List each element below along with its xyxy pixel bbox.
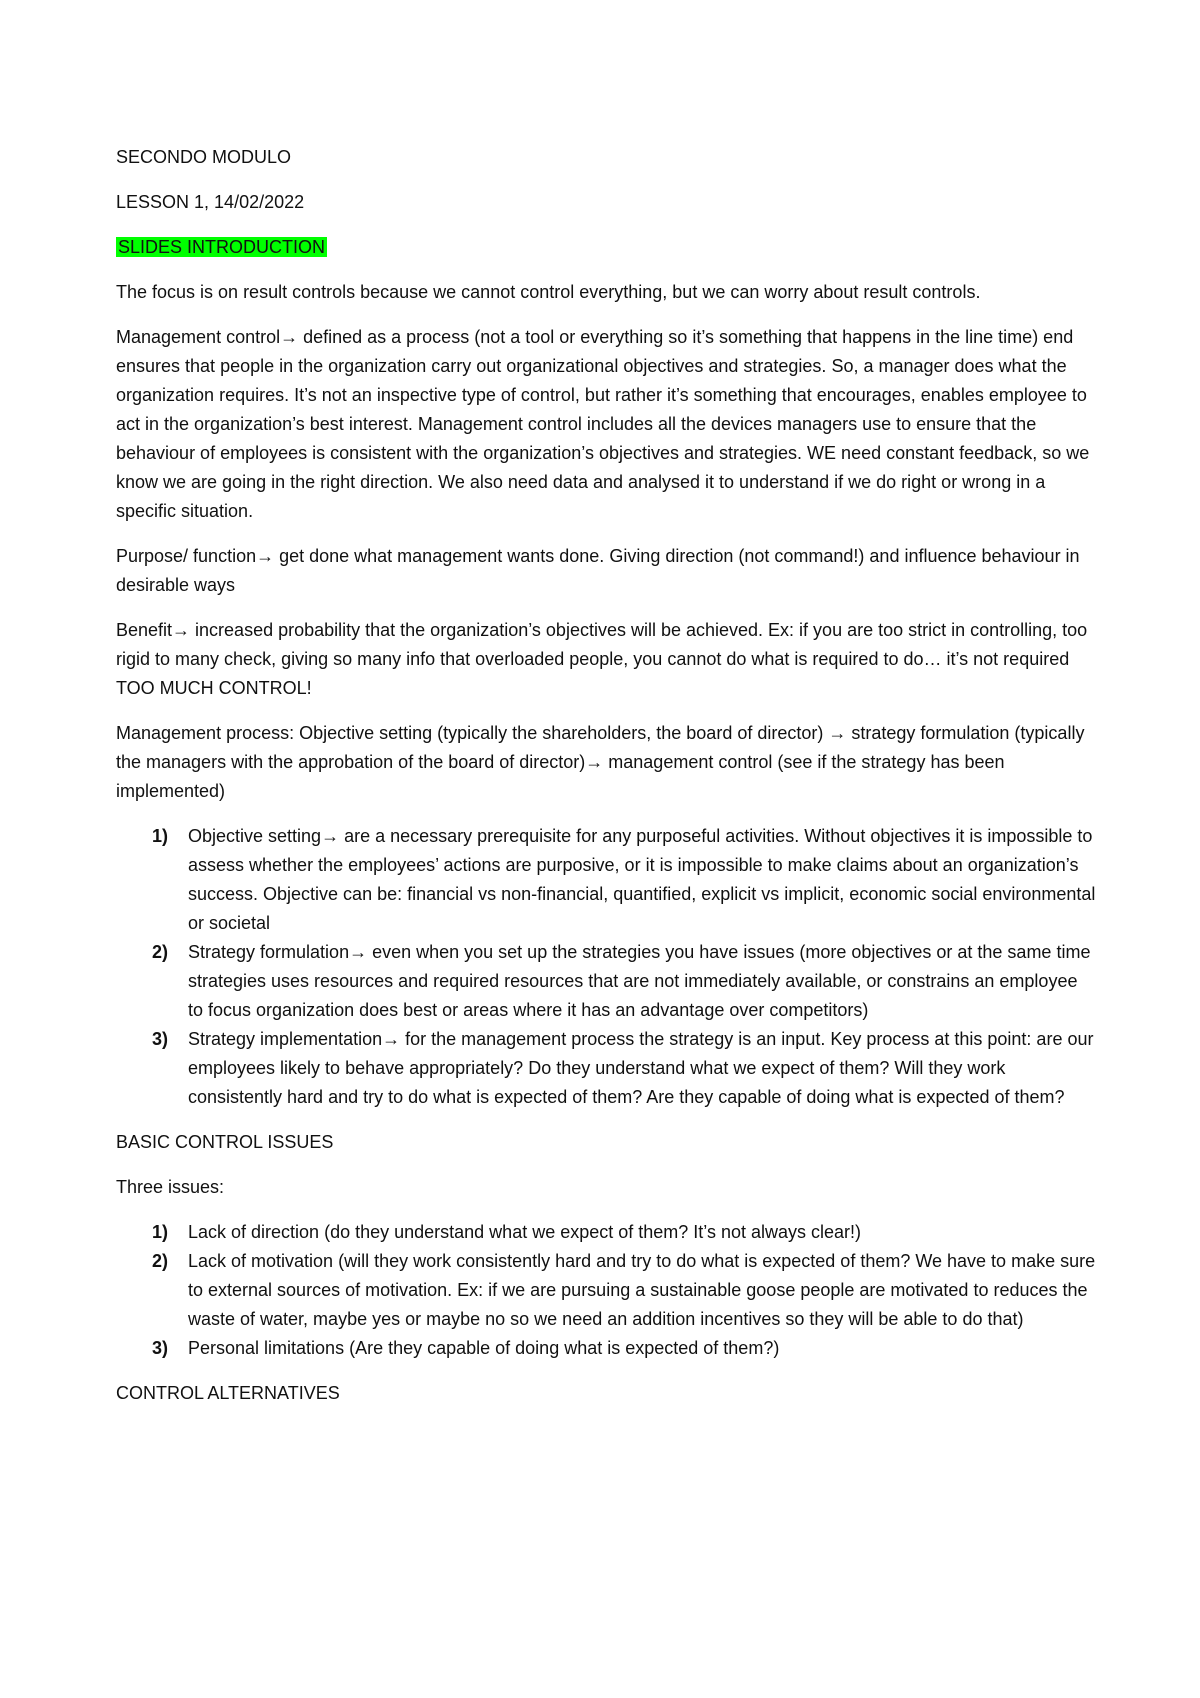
list-item-text: Strategy implementation→ for the management process the strategy is an input. Key process at this point: are our employees likely to behave appropriately? Do they understand what we expect of them? Will they work consistently hard and try to do what is expected of them? Are they capable of doing what is expected of them?: [188, 1029, 1094, 1107]
list-item: [116, 938, 1096, 1025]
paragraph-management-control: Management control→ defined as a process (not a tool or everything so it’s something that happens in the line time) end ensures that people in the organization carry out organizational objectives and strategies. So, a manager does what the organization requires. It’s not an inspective type of control, but rather it’s something that encourages, enables employee to act in the organization’s best interest. Management control includes all the devices managers use to ensure that the behaviour of employees is consistent with the organization’s objectives and strategies. WE need constant feedback, so we know we are going in the right direction. We also need data and analysed it to understand if we do right or wrong in a specific situation.: [116, 327, 1090, 521]
list-item: [116, 1247, 1096, 1334]
list-item-text: Lack of direction (do they understand what we expect of them? It’s not always clear!): [188, 1222, 862, 1242]
list-item-text: Strategy formulation→ even when you set up the strategies you have issues (more objectives or at the same time strategies uses resources and required resources that are not immediately available, or constrains an employee to focus organization does best or areas where it has an advantage over competitors): [188, 942, 1091, 1020]
list-item: [116, 1025, 1096, 1112]
list-item-text: Objective setting→ are a necessary prerequisite for any purposeful activities. Without objectives it is impossible to assess whether the employees’ actions are purposive, or it is impossible to make claims about an organization’s success. Objective can be: financial vs non-financial, quantified, explicit vs implicit, economic social environmental or societal: [188, 826, 1096, 933]
list-item: [116, 1218, 1096, 1247]
section-intro-paragraph: [116, 233, 1096, 262]
list-item: [116, 1334, 1096, 1363]
list-number: 3): [152, 1029, 169, 1049]
paragraph-management-process: Management process: Objective setting (typically the shareholders, the board of director) → strategy formulation (typically the managers with the approbation of the board of director)→ management control (see if the strategy has been implemented): [116, 723, 1085, 801]
process-list: [116, 822, 1096, 1112]
issues-list: [116, 1218, 1096, 1363]
list-item: [116, 822, 1096, 938]
list-number: 1): [152, 826, 169, 846]
paragraph-focus: The focus is on result controls because we cannot control everything, but we can worry about result controls.: [116, 282, 981, 302]
document-body: [116, 143, 1096, 1424]
list-number: 1): [152, 1222, 169, 1242]
list-number: 2): [152, 1251, 169, 1271]
paragraph-benefit: Benefit→ increased probability that the organization’s objectives will be achieved. Ex: if you are too strict in controlling, too rigid to many check, giving so many info that overloaded people, you cannot do what is required to do… it’s not required TOO MUCH CONTROL!: [116, 620, 1088, 698]
list-number: 2): [152, 942, 169, 962]
list-number: 3): [152, 1338, 169, 1358]
list-item-text: Personal limitations (Are they capable of doing what is expected of them?): [188, 1338, 780, 1358]
lesson-heading: LESSON 1, 14/02/2022: [116, 192, 305, 212]
list-item-text: Lack of motivation (will they work consistently hard and try to do what is expected of them? We have to make sure to external sources of motivation. Ex: if we are pursuing a sustainable goose people are motivated to reduces the waste of water, maybe yes or maybe no so we need an addition incentives so they will be able to do that): [188, 1251, 1096, 1329]
section-basic-control-issues: BASIC CONTROL ISSUES: [116, 1132, 334, 1152]
paragraph-purpose: Purpose/ function→ get done what management wants done. Giving direction (not command!) and influence behaviour in desirable ways: [116, 546, 1080, 595]
section-intro-highlight: SLIDES INTRODUCTION: [118, 237, 326, 257]
three-issues-label: Three issues:: [116, 1177, 225, 1197]
section-control-alternatives: CONTROL ALTERNATIVES: [116, 1383, 340, 1403]
doc-title: SECONDO MODULO: [116, 147, 292, 167]
